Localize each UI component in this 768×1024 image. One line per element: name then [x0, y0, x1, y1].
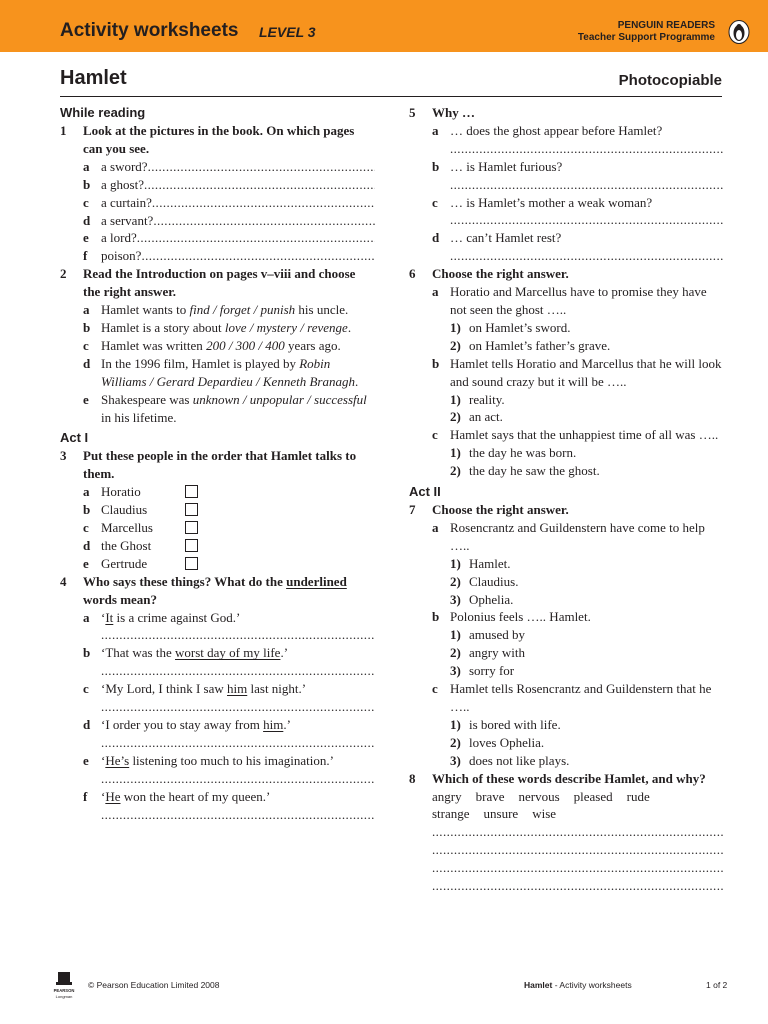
- answer-option[interactable]: 1) is bored with life.: [450, 716, 561, 732]
- answer-option[interactable]: 2) loves Ophelia.: [450, 734, 545, 750]
- level-label: LEVEL 3: [259, 24, 316, 40]
- answer-option[interactable]: 3) sorry for: [450, 663, 515, 679]
- checkbox[interactable]: [185, 557, 198, 570]
- question-text: Choose the right answer.: [432, 502, 569, 518]
- quote-item: a ‘It is a crime against God.’: [83, 609, 241, 625]
- answer-option[interactable]: 2) the day he saw the ghost.: [450, 463, 600, 479]
- brand-line-2: Teacher Support Programme: [577, 32, 715, 43]
- list-item: c a curtain? .....: [60, 194, 375, 212]
- list-item: a Rosencrantz and Guildenstern have come to help …..: [432, 519, 705, 553]
- question-text: Why …: [432, 105, 475, 120]
- list-item: a a sword? .....: [60, 158, 375, 176]
- page-title: Hamlet: [60, 67, 127, 89]
- item-text: a curtain? .....: [101, 195, 375, 210]
- list-item: a Horatio: [60, 483, 375, 501]
- question-number: 5: [409, 105, 416, 120]
- list-item: e a lord? .....: [60, 229, 375, 247]
- answer-option[interactable]: 1) amused by: [450, 627, 525, 643]
- answer-option[interactable]: 2) on Hamlet’s father’s grave.: [450, 337, 611, 353]
- section-act-1: Act I: [60, 430, 89, 446]
- question-5: [409, 104, 724, 122]
- question-number: 6: [409, 266, 416, 282]
- question-number: 2: [60, 266, 67, 282]
- question-text: Choose the right answer.: [432, 266, 569, 282]
- question-text: Which of these words describe Hamlet, and why?: [432, 770, 706, 786]
- item-text: a ghost? .....: [101, 177, 375, 192]
- list-item: a Horatio and Marcellus have to promise they have not seen the ghost …..: [432, 284, 707, 317]
- section-while-reading: While reading: [60, 105, 146, 120]
- worksheet-title: Activity worksheets: [60, 20, 239, 41]
- question-text: Put these people in the order that Hamlet talks to them.: [83, 448, 357, 482]
- answer-line[interactable]: [409, 247, 724, 265]
- question-3: [60, 447, 375, 483]
- brand-line-1: PENGUIN READERS: [617, 20, 715, 31]
- question-4: 4 Who says these things? What do the underlined words mean?: [60, 573, 347, 607]
- question-number: 7: [409, 502, 416, 518]
- quote-item: f ‘He won the heart of my queen.’: [83, 788, 271, 804]
- quote-item: d ‘I order you to stay away from him.’: [83, 717, 291, 732]
- answer-line[interactable]: [60, 626, 375, 644]
- list-item: b Hamlet tells Horatio and Marcellus that he will look and sound crazy but it will be …..: [432, 355, 722, 389]
- list-item: c … is Hamlet’s mother a weak woman?: [432, 194, 653, 210]
- list-item: c Marcellus: [60, 519, 375, 537]
- question-2: [60, 265, 375, 301]
- question-text: Look at the pictures in the book. On which pages can you see.: [83, 123, 355, 156]
- question-number: 8: [409, 770, 416, 786]
- answer-option[interactable]: 3) Ophelia.: [450, 591, 514, 607]
- answer-option[interactable]: 2) Claudius.: [450, 573, 519, 589]
- quote-item: b ‘That was the worst day of my life.’: [83, 645, 289, 661]
- list-item: b a ghost? .....: [60, 176, 375, 194]
- list-item: b … is Hamlet furious?: [432, 158, 563, 174]
- answer-option[interactable]: 3) does not like plays.: [450, 752, 570, 768]
- header-bar: [0, 0, 768, 52]
- list-item: b Hamlet is a story about love / mystery / revenge.: [83, 319, 352, 335]
- left-column: [60, 104, 375, 823]
- word-list: strange unsure wise: [432, 806, 557, 822]
- answer-option[interactable]: 2) angry with: [450, 645, 525, 661]
- question-text: Read the Introduction on pages v–viii and choose the right answer.: [83, 266, 356, 300]
- answer-line[interactable]: [60, 806, 375, 824]
- checkbox[interactable]: [185, 521, 198, 534]
- answer-line[interactable]: [409, 877, 724, 895]
- question-8: [409, 770, 724, 788]
- question-number: 3: [60, 448, 67, 464]
- svg-text:Longman: Longman: [55, 994, 73, 999]
- list-item: b Claudius: [60, 501, 375, 519]
- pearson-logo-icon: [52, 970, 76, 1000]
- section-act-2: Act II: [409, 484, 441, 500]
- answer-line[interactable]: [60, 662, 375, 680]
- list-item: d the Ghost: [60, 537, 375, 555]
- answer-option[interactable]: 1) Hamlet.: [450, 555, 511, 571]
- question-1: [60, 122, 375, 158]
- photocopiable-label: Photocopiable: [618, 72, 722, 89]
- footer-doc-title: Hamlet - Activity worksheets: [524, 980, 632, 990]
- answer-line[interactable]: [60, 698, 375, 716]
- checkbox[interactable]: [185, 539, 198, 552]
- answer-option[interactable]: 1) the day he was born.: [450, 445, 577, 461]
- item-text: a lord? .....: [101, 230, 375, 245]
- list-item: e Gertrude: [60, 555, 375, 573]
- list-item: d a servant? .....: [60, 212, 375, 230]
- quote-item: e ‘He’s listening too much to his imagination.’: [83, 752, 334, 768]
- list-item: f poison? .....: [60, 247, 375, 265]
- checkbox[interactable]: [185, 485, 198, 498]
- question-number: 1: [60, 123, 67, 138]
- list-item: b Polonius feels ….. Hamlet.: [432, 609, 591, 625]
- answer-line[interactable]: [409, 841, 724, 859]
- item-text: a servant? .....: [101, 213, 375, 228]
- svg-text:PEARSON: PEARSON: [53, 988, 75, 993]
- penguin-logo-icon: [728, 20, 750, 44]
- item-text: poison? .....: [101, 248, 375, 263]
- question-6: [409, 265, 724, 283]
- list-item: e Shakespeare was unknown / unpopular / successful in his lifetime.: [83, 391, 367, 425]
- copyright: © Pearson Education Limited 2008: [88, 980, 220, 990]
- brand-block: [578, 20, 715, 44]
- answer-option[interactable]: 1) on Hamlet’s sword.: [450, 319, 571, 335]
- page-number: 1 of 2: [706, 980, 728, 990]
- list-item: c Hamlet was written 200 / 300 / 400 years ago.: [83, 337, 341, 353]
- answer-option[interactable]: 1) reality.: [450, 391, 505, 407]
- word-list: angry brave nervous pleased rude: [432, 788, 650, 804]
- list-item: a … does the ghost appear before Hamlet?: [432, 122, 663, 138]
- question-7: [409, 501, 724, 519]
- checkbox[interactable]: [185, 503, 198, 516]
- answer-line[interactable]: [409, 823, 724, 841]
- answer-line[interactable]: [409, 140, 724, 158]
- title-divider: [60, 96, 722, 97]
- answer-option[interactable]: 2) an act.: [450, 409, 503, 425]
- list-item: d … can’t Hamlet rest?: [432, 230, 562, 246]
- answer-line[interactable]: [60, 770, 375, 788]
- question-number: 4: [60, 573, 67, 589]
- answer-line[interactable]: [409, 176, 724, 194]
- list-item: c Hamlet tells Rosencrantz and Guildenstern that he …..: [432, 681, 712, 714]
- answer-line[interactable]: [409, 211, 724, 229]
- quote-item: c ‘My Lord, I think I saw him last night.’: [83, 681, 307, 697]
- right-column: [409, 104, 724, 895]
- list-item: d In the 1996 film, Hamlet is played by Robin Williams / Gerard Depardieu / Kenneth Branagh.: [83, 355, 359, 389]
- item-text: a sword? .....: [101, 159, 375, 174]
- answer-line[interactable]: [409, 859, 724, 877]
- answer-line[interactable]: [60, 734, 375, 752]
- list-item: a Hamlet wants to find / forget / punish his uncle.: [83, 302, 349, 318]
- list-item: c Hamlet says that the unhappiest time of all was …..: [432, 427, 719, 443]
